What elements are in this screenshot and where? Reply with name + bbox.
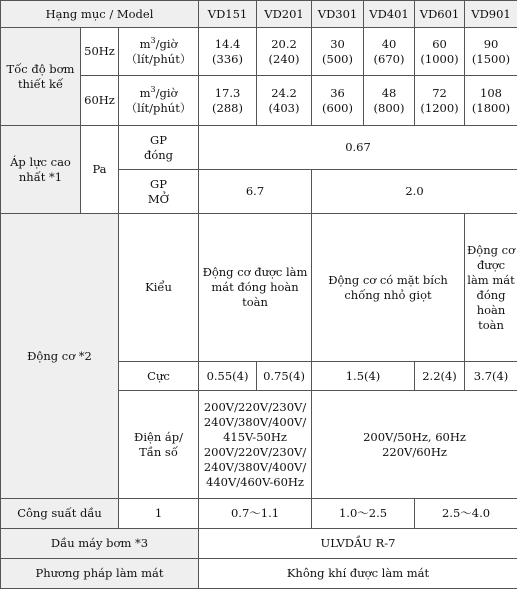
gp-open-value: 2.0 (312, 170, 517, 214)
oil-capacity-value: 0.7～1.1 (199, 499, 312, 529)
gp-closed-value: 0.67 (199, 126, 517, 170)
motor-label: Động cơ *2 (1, 214, 119, 499)
max-pressure-label: Áp lực cao nhất *1 (1, 126, 81, 214)
pressure-unit: Pa (81, 126, 119, 214)
oil-capacity-label: Công suất dầu (1, 499, 119, 529)
freq-label: 60Hz (81, 76, 119, 126)
gp-open-label: GP MỞ (119, 170, 199, 214)
poles-value: 0.55(4) (199, 362, 257, 391)
motor-type-value: Động cơ có mặt bích chống nhỏ giọt (312, 214, 465, 362)
motor-type-value: Động cơ được làm mát đóng hoàn toàn (199, 214, 312, 362)
voltage-value: 200V/50Hz, 60Hz 220V/60Hz (312, 391, 517, 499)
model-header: VD201 (257, 1, 312, 28)
model-header: VD401 (364, 1, 415, 28)
poles-value: 1.5(4) (312, 362, 415, 391)
pump-speed-value: 72 (1200) (415, 76, 465, 126)
pump-oil-value: ULVDẦU R-7 (199, 529, 517, 559)
pump-speed-value: 108 (1800) (465, 76, 517, 126)
poles-label: Cực (119, 362, 199, 391)
gp-open-value: 6.7 (199, 170, 312, 214)
gp-closed-label: GP đóng (119, 126, 199, 170)
poles-value: 3.7(4) (465, 362, 517, 391)
pump-speed-50hz-row (1, 28, 517, 76)
motor-type-value: Động cơ được làm mát đóng hoàn toàn (465, 214, 517, 362)
cooling-row (1, 559, 517, 589)
pump-speed-value: 24.2 (403) (257, 76, 312, 126)
pump-speed-value: 20.2 (240) (257, 28, 312, 76)
model-header: VD151 (199, 1, 257, 28)
oil-capacity-row (1, 499, 517, 529)
pressure-gp-closed-row (1, 126, 517, 170)
cooling-value: Không khí được làm mát (199, 559, 517, 589)
motor-type-label: Kiểu (119, 214, 199, 362)
pump-speed-value: 30 (500) (312, 28, 364, 76)
freq-label: 50Hz (81, 28, 119, 76)
model-header: VD901 (465, 1, 517, 28)
pump-speed-value: 48 (800) (364, 76, 415, 126)
pump-speed-label: Tốc độ bơm thiết kế (1, 28, 81, 126)
pump-speed-unit: $m^3$/giờ （lít/phút） (119, 76, 199, 126)
pump-speed-value: 14.4 (336) (199, 28, 257, 76)
oil-capacity-value: 1 (119, 499, 199, 529)
motor-type-row (1, 214, 517, 362)
poles-value: 2.2(4) (415, 362, 465, 391)
voltage-label: Điện áp/ Tần số (119, 391, 199, 499)
poles-value: 0.75(4) (257, 362, 312, 391)
model-header: VD601 (415, 1, 465, 28)
pump-speed-value: 60 (1000) (415, 28, 465, 76)
pump-speed-value: 40 (670) (364, 28, 415, 76)
pump-oil-row (1, 529, 517, 559)
pump-speed-unit: $m^3$/giờ （lít/phút） (119, 28, 199, 76)
pump-speed-value: 36 (600) (312, 76, 364, 126)
oil-capacity-value: 1.0～2.5 (312, 499, 415, 529)
oil-capacity-value: 2.5～4.0 (415, 499, 517, 529)
item-model-header: Hạng mục / Model (1, 1, 199, 28)
pump-speed-value: 90 (1500) (465, 28, 517, 76)
header-row (1, 1, 517, 28)
pump-oil-label: Dầu máy bơm *3 (1, 529, 199, 559)
pump-speed-value: 17.3 (288) (199, 76, 257, 126)
model-header: VD301 (312, 1, 364, 28)
cooling-label: Phương pháp làm mát (1, 559, 199, 589)
voltage-value: 200V/220V/230V/ 240V/380V/400V/ 415V-50Hz 200V/220V/230V/ 240V/380V/400V/ 440V/460V-60Hz (199, 391, 312, 499)
